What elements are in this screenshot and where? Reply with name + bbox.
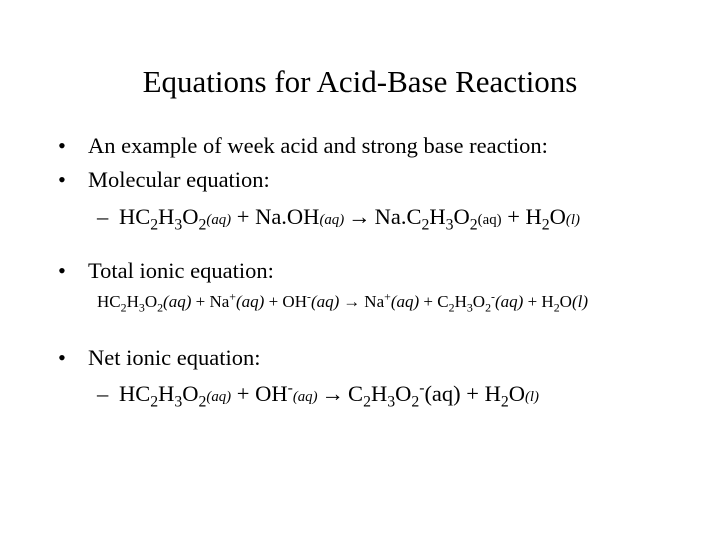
subscript: 2 xyxy=(448,300,455,315)
formula-part: O xyxy=(182,381,199,406)
subscript: 2 xyxy=(485,300,492,315)
subscript: 3 xyxy=(466,300,473,315)
formula-part: H xyxy=(126,292,139,311)
subscript: 2 xyxy=(553,300,560,315)
subscript: 2 xyxy=(198,216,207,234)
state-label: (l) xyxy=(571,292,588,311)
bullet-total-ionic xyxy=(58,257,274,285)
formula-part: H xyxy=(370,381,388,406)
formula-part: O xyxy=(144,292,158,311)
bullet-glyph: • xyxy=(58,345,66,370)
formula-part: + Na xyxy=(191,292,230,311)
superscript: + xyxy=(384,289,391,304)
subscript: 2 xyxy=(469,216,478,234)
molecular-equation xyxy=(97,203,580,234)
formula-part: H xyxy=(158,204,175,229)
formula-part: Na.C xyxy=(374,204,422,229)
formula-part: O xyxy=(508,381,525,406)
state-label: (aq) xyxy=(477,212,502,228)
formula-part: O xyxy=(559,292,572,311)
formula-part: O xyxy=(472,292,486,311)
bullet-example xyxy=(58,132,548,160)
net-ionic-equation xyxy=(97,380,539,411)
formula-part: O xyxy=(395,381,412,406)
formula-part: O xyxy=(453,204,470,229)
formula-part: HC xyxy=(119,381,151,406)
formula-part: HC xyxy=(97,292,121,311)
formula-part: Na xyxy=(364,292,385,311)
bullet-text: Net ionic equation: xyxy=(88,345,261,370)
formula-part: + H xyxy=(523,292,554,311)
arrow-icon: → xyxy=(321,381,345,406)
subscript: 3 xyxy=(387,393,396,411)
superscript: - xyxy=(287,379,293,397)
superscript: - xyxy=(491,289,495,304)
subscript: 2 xyxy=(120,300,127,315)
arrow-icon: → xyxy=(343,292,361,311)
slide-title: Equations for Acid-Base Reactions xyxy=(142,64,578,99)
formula-part: + Na.OH xyxy=(231,204,320,229)
bullet-glyph: • xyxy=(58,133,66,158)
dash-glyph: – xyxy=(97,204,109,229)
bullet-net-ionic xyxy=(58,344,260,372)
bullet-text: Molecular equation: xyxy=(88,167,270,192)
bullet-glyph: • xyxy=(58,258,66,283)
bullet-text: Total ionic equation: xyxy=(88,258,274,283)
superscript: - xyxy=(419,379,425,397)
formula-part: O xyxy=(549,204,566,229)
formula-part: + C xyxy=(419,292,449,311)
subscript: 2 xyxy=(500,393,509,411)
state-label: (aq) xyxy=(206,389,232,405)
subscript: 2 xyxy=(421,216,430,234)
state-label: (aq) xyxy=(310,292,340,311)
total-ionic-equation xyxy=(97,290,588,314)
subscript: 3 xyxy=(174,216,183,234)
state-label: (aq) xyxy=(236,292,265,311)
subscript: 2 xyxy=(198,393,207,411)
formula-part: HC xyxy=(119,204,151,229)
state-label: (aq) xyxy=(163,292,192,311)
bullet-molecular xyxy=(58,166,270,194)
formula-part: H xyxy=(158,381,175,406)
arrow-icon: → xyxy=(348,204,371,229)
superscript: + xyxy=(229,289,237,304)
subscript: 2 xyxy=(541,216,550,234)
state-label: (aq) xyxy=(319,212,345,228)
bullet-glyph: • xyxy=(58,167,66,192)
formula-part: + H xyxy=(501,204,542,229)
formula-part: + OH xyxy=(231,381,288,406)
superscript: - xyxy=(307,289,311,304)
state-label: (aq) xyxy=(495,292,524,311)
formula-part: C xyxy=(348,381,364,406)
subscript: 3 xyxy=(445,216,454,234)
subscript: 2 xyxy=(157,300,164,315)
state-label: (aq) xyxy=(292,389,318,405)
subscript: 2 xyxy=(411,393,420,411)
formula-part: H xyxy=(454,292,467,311)
state-label: (aq) xyxy=(390,292,420,311)
formula-part: O xyxy=(182,204,199,229)
bullet-text: An example of week acid and strong base reaction: xyxy=(88,133,548,158)
subscript: 2 xyxy=(150,216,159,234)
subscript: 3 xyxy=(138,300,145,315)
dash-glyph: – xyxy=(97,381,109,406)
subscript: 3 xyxy=(174,393,183,411)
formula-part: H xyxy=(429,204,446,229)
state-label: (aq) xyxy=(206,212,232,228)
formula-part: + OH xyxy=(264,292,307,311)
state-label: (l) xyxy=(565,212,580,228)
subscript: 2 xyxy=(363,393,371,411)
state-label: (l) xyxy=(524,389,539,405)
subscript: 2 xyxy=(150,393,159,411)
formula-part: (aq) + H xyxy=(424,381,501,406)
